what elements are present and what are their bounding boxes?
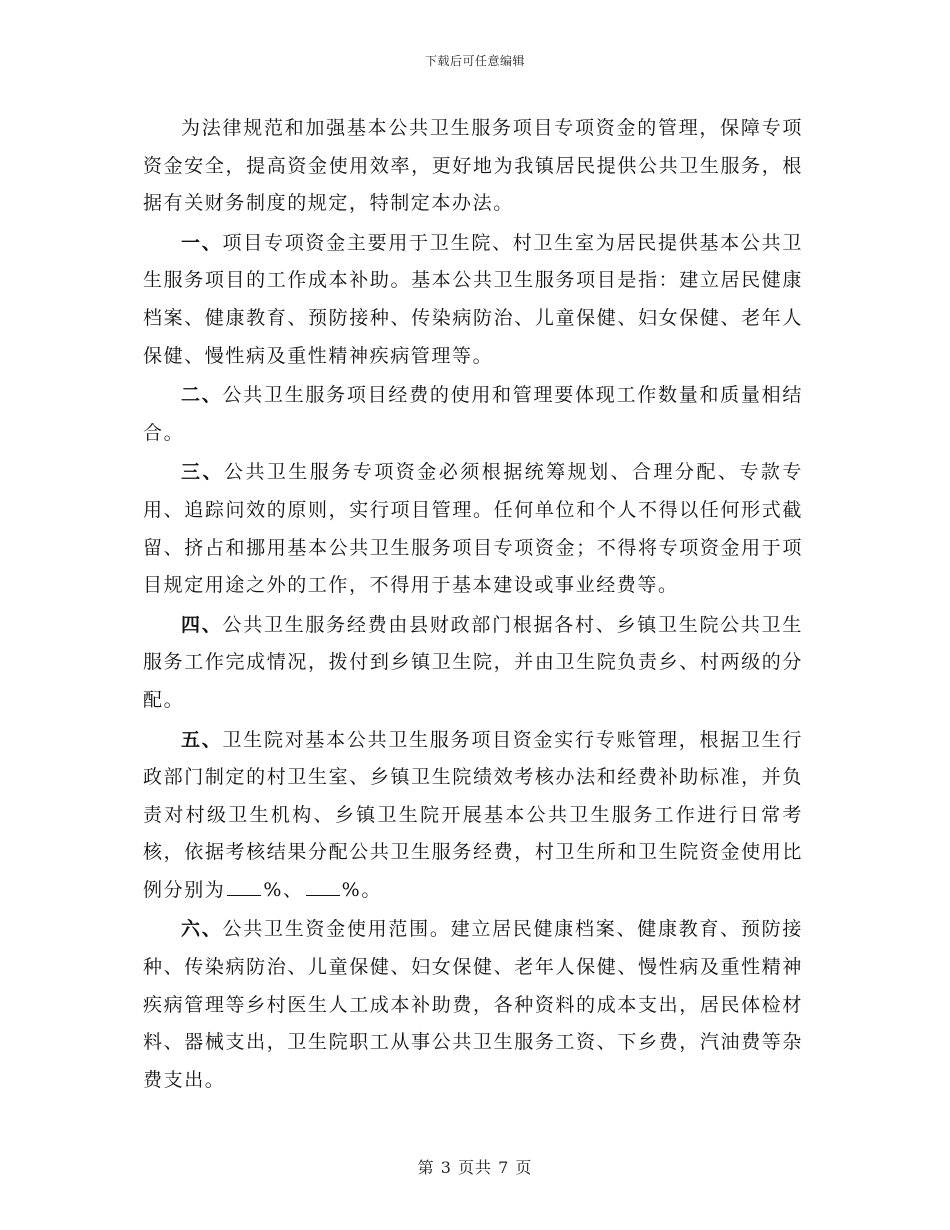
page-number: 第 3 页共 7 页	[417, 1158, 533, 1177]
paragraph-article-5	[143, 722, 803, 910]
paragraph-article-3	[143, 454, 803, 604]
page-header: 下载后可任意编辑	[424, 54, 525, 68]
paragraph-article-6	[143, 911, 803, 1099]
percent-suffix-2: %。	[341, 878, 382, 901]
paragraph-text: 公共卫生服务经费由县财政部门根据各村、乡镇卫生院公共卫生服务工作完成情况，拨付到乡镇卫生院，并由卫生院负责乡、村两级的分配。	[143, 613, 803, 711]
paragraph-article-2	[143, 377, 803, 452]
document-body	[143, 110, 803, 1101]
article-number: 四、	[181, 613, 223, 636]
paragraph-text: 为法律规范和加强基本公共卫生服务项目专项资金的管理，保障专项资金安全，提高资金使用效率，更好地为我镇居民提供公共卫生服务，根据有关财务制度的规定，特制定本办法。	[143, 117, 803, 215]
paragraph-intro	[143, 110, 803, 223]
paragraph-article-4	[143, 607, 803, 720]
paragraph-article-1	[143, 225, 803, 375]
percent-suffix-1: %、	[263, 878, 304, 901]
article-number: 三、	[181, 461, 224, 484]
paragraph-text: 卫生院对基本公共卫生服务项目资金实行专账管理，根据卫生行政部门制定的村卫生室、乡镇卫生院绩效考核办法和经费补助标准，并负责对村级卫生机构、乡镇卫生院开展基本公共卫生服务工作进行日常考核，依据考核结果分配公共卫生服务经费，村卫生所和卫生院资金使用比例分别为	[143, 728, 803, 901]
paragraph-text: 项目专项资金主要用于卫生院、村卫生室为居民提供基本公共卫生服务项目的工作成本补助。基本公共卫生服务项目是指：建立居民健康档案、健康教育、预防接种、传染病防治、儿童保健、妇女保健、老年人保健、慢性病及重性精神疾病管理等。	[143, 231, 803, 367]
article-number: 一、	[181, 231, 223, 254]
article-number: 五、	[181, 728, 223, 751]
paragraph-text: 公共卫生资金使用范围。建立居民健康档案、健康教育、预防接种、传染病防治、儿童保健、妇女保健、老年人保健、慢性病及重性精神疾病管理等乡村医生人工成本补助费，各种资料的成本支出，居民体检材料、器械支出，卫生院职工从事公共卫生服务工资、下乡费，汽油费等杂费支出。	[143, 918, 803, 1091]
article-number: 六、	[181, 918, 223, 941]
paragraph-text: 公共卫生服务专项资金必须根据统筹规划、合理分配、专款专用、追踪问效的原则，实行项目管理。任何单位和个人不得以任何形式截留、挤占和挪用基本公共卫生服务项目专项资金；不得将专项资金用于项目规定用途之外的工作，不得用于基本建设或事业经费等。	[143, 461, 804, 597]
fill-in-blank-2	[306, 894, 340, 896]
fill-in-blank-1	[227, 894, 261, 896]
paragraph-text: 公共卫生服务项目经费的使用和管理要体现工作数量和质量相结合。	[143, 384, 803, 444]
article-number: 二、	[181, 384, 223, 407]
